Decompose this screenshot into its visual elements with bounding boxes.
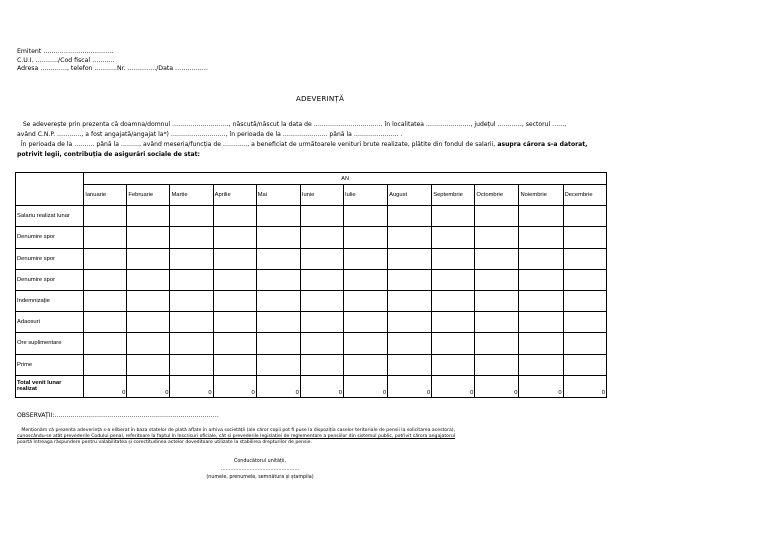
value-cell	[343, 248, 387, 269]
value-cell	[388, 269, 432, 290]
value-cell	[84, 227, 127, 248]
table-row	[16, 227, 607, 248]
value-cell	[563, 206, 606, 227]
value-cell	[519, 333, 563, 354]
value-cell	[343, 206, 387, 227]
value-cell	[170, 290, 213, 311]
row-label: Denumire spor	[16, 227, 84, 248]
value-cell	[519, 354, 563, 375]
fiscal-code-line: C.U.I. ………../Cod fiscal ………..	[17, 56, 115, 64]
total-value: 0	[432, 375, 475, 397]
month-header: Martie	[170, 185, 213, 206]
total-value: 0	[213, 375, 256, 397]
value-cell	[475, 206, 519, 227]
month-header: Septembrie	[432, 185, 475, 206]
value-cell	[519, 269, 563, 290]
value-cell	[563, 312, 606, 333]
total-value: 0	[170, 375, 213, 397]
total-value: 0	[388, 375, 432, 397]
value-cell	[213, 206, 256, 227]
value-cell	[343, 312, 387, 333]
issuer-header	[17, 48, 208, 74]
value-cell	[432, 290, 475, 311]
value-cell	[475, 248, 519, 269]
value-cell	[300, 248, 343, 269]
value-cell	[563, 227, 606, 248]
value-cell	[256, 312, 300, 333]
value-cell	[388, 248, 432, 269]
row-label: Indemnizație	[16, 290, 84, 311]
value-cell	[256, 206, 300, 227]
month-header: Noiembrie	[519, 185, 563, 206]
value-cell	[127, 290, 170, 311]
month-header: Ianuarie	[84, 185, 127, 206]
value-cell	[213, 333, 256, 354]
value-cell	[84, 248, 127, 269]
month-header-row	[16, 185, 607, 206]
value-cell	[213, 227, 256, 248]
year-label: AN	[84, 173, 607, 185]
value-cell	[519, 248, 563, 269]
value-cell	[256, 248, 300, 269]
address-line: Adresa …………., telefon ………..Nr. …………../Data …………….	[17, 65, 208, 73]
observations-line: OBSERVAȚII:………………………………………………………………………	[17, 412, 219, 419]
value-cell	[563, 290, 606, 311]
value-cell	[213, 290, 256, 311]
certificate-body	[17, 120, 667, 160]
value-cell	[432, 312, 475, 333]
value-cell	[388, 227, 432, 248]
table-row	[16, 354, 607, 375]
month-header: Iunie	[300, 185, 343, 206]
signature-title: Conducătorul unității,	[234, 459, 286, 464]
value-cell	[84, 206, 127, 227]
value-cell	[127, 269, 170, 290]
total-label: Total venit lunar realizat	[16, 375, 84, 397]
value-cell	[343, 227, 387, 248]
value-cell	[388, 206, 432, 227]
value-cell	[300, 333, 343, 354]
value-cell	[256, 333, 300, 354]
total-value: 0	[343, 375, 387, 397]
value-cell	[343, 290, 387, 311]
value-cell	[84, 290, 127, 311]
table-row	[16, 312, 607, 333]
income-table	[15, 172, 607, 398]
value-cell	[432, 227, 475, 248]
month-header: Aprilie	[213, 185, 256, 206]
signature-dots: ………………………………………….	[220, 467, 300, 472]
value-cell	[84, 333, 127, 354]
table-row	[16, 290, 607, 311]
row-label: Ore suplimentare	[16, 333, 84, 354]
total-value: 0	[519, 375, 563, 397]
corner-cell	[16, 173, 84, 206]
value-cell	[343, 269, 387, 290]
value-cell	[519, 312, 563, 333]
value-cell	[213, 248, 256, 269]
row-label: Adaosuri	[16, 312, 84, 333]
value-cell	[170, 269, 213, 290]
value-cell	[519, 290, 563, 311]
value-cell	[388, 312, 432, 333]
value-cell	[213, 312, 256, 333]
value-cell	[84, 312, 127, 333]
value-cell	[127, 248, 170, 269]
value-cell	[475, 312, 519, 333]
value-cell	[563, 333, 606, 354]
value-cell	[300, 227, 343, 248]
value-cell	[256, 290, 300, 311]
value-cell	[563, 269, 606, 290]
value-cell	[475, 269, 519, 290]
value-cell	[300, 354, 343, 375]
value-cell	[432, 248, 475, 269]
row-label: Prime	[16, 354, 84, 375]
note-line-1: Menționăm că prezenta adeverință s-a eliberat în baza statelor de plată aflate în arhiva societății (ale căror copii pot fi puse la dispoziția caselor teritoriale de pensii la solicitarea acestora),	[21, 428, 456, 433]
value-cell	[170, 227, 213, 248]
issuer-line: Emitent …………………………….	[17, 48, 114, 55]
body-line-3: În perioada de la ………. până la ………, având meseria/funcția de …………, a beneficiat de următoarele venituri brute realizate, plătite din fondul de salarii, asupra cărora s-a datorat,	[20, 141, 588, 148]
value-cell	[475, 354, 519, 375]
value-cell	[475, 227, 519, 248]
value-cell	[343, 333, 387, 354]
legal-note	[17, 428, 617, 446]
document-title: ADEVERINȚĂ	[295, 94, 345, 103]
value-cell	[127, 354, 170, 375]
value-cell	[432, 206, 475, 227]
value-cell	[563, 248, 606, 269]
value-cell	[256, 227, 300, 248]
value-cell	[84, 354, 127, 375]
value-cell	[563, 354, 606, 375]
total-value: 0	[84, 375, 127, 397]
row-label: Denumire spor	[16, 269, 84, 290]
value-cell	[432, 354, 475, 375]
month-header: August	[388, 185, 432, 206]
month-header: Octombrie	[475, 185, 519, 206]
value-cell	[256, 269, 300, 290]
value-cell	[388, 333, 432, 354]
value-cell	[170, 333, 213, 354]
value-cell	[127, 312, 170, 333]
value-cell	[388, 354, 432, 375]
body-line-3-bold: asupra cărora s-a datorat,	[495, 141, 588, 148]
value-cell	[213, 269, 256, 290]
total-value: 0	[300, 375, 343, 397]
value-cell	[170, 206, 213, 227]
total-value: 0	[563, 375, 606, 397]
value-cell	[300, 206, 343, 227]
body-line-4: potrivit legii, contribuția de asigurări sociale de stat:	[17, 151, 200, 158]
value-cell	[256, 354, 300, 375]
total-value: 0	[127, 375, 170, 397]
total-value: 0	[256, 375, 300, 397]
value-cell	[300, 269, 343, 290]
year-header-row	[16, 173, 607, 185]
row-label: Salariu realizat lunar	[16, 206, 84, 227]
month-header: Decembrie	[563, 185, 606, 206]
signature-caption: (numele, prenumele, semnătura și ștampila)	[206, 475, 314, 480]
month-header: Iulie	[343, 185, 387, 206]
value-cell	[127, 206, 170, 227]
value-cell	[213, 354, 256, 375]
value-cell	[475, 333, 519, 354]
value-cell	[388, 290, 432, 311]
value-cell	[519, 206, 563, 227]
value-cell	[432, 269, 475, 290]
total-value: 0	[475, 375, 519, 397]
value-cell	[432, 333, 475, 354]
value-cell	[519, 227, 563, 248]
value-cell	[127, 227, 170, 248]
value-cell	[170, 312, 213, 333]
month-header: Februarie	[127, 185, 170, 206]
note-line-3: poartă întreaga răspundere pentru valabilitatea și corectitudinea actelor doveditoare utilizate la stabilirea drepturilor de pensie.	[17, 440, 312, 445]
value-cell	[127, 333, 170, 354]
table-row	[16, 206, 607, 227]
value-cell	[300, 312, 343, 333]
table-row	[16, 333, 607, 354]
value-cell	[300, 290, 343, 311]
month-header: Mai	[256, 185, 300, 206]
body-line-2: având C.N.P. …………, a fost angajată/angajat la*) ………………………, în perioada de la …………………. până la …………………. .	[17, 131, 403, 138]
table-row	[16, 269, 607, 290]
table-row	[16, 248, 607, 269]
value-cell	[170, 248, 213, 269]
row-label: Denumire spor	[16, 248, 84, 269]
value-cell	[84, 269, 127, 290]
body-line-1: Se adeverește prin prezenta că doamna/domnul ………………………., născută/născut la data de ……………………………. în localitatea …………………., județul …………, sectorul ……,	[22, 121, 567, 128]
note-line-2: cunoscându-se atât prevederile Codului penal, referitoare la faptul în înscrisuri oficiale, cât și prevederile legislației de reglementare a pensiilor din sistemul public, potrivit cărora angajatorul	[17, 434, 456, 439]
value-cell	[475, 290, 519, 311]
total-row	[16, 375, 607, 397]
value-cell	[170, 354, 213, 375]
value-cell	[343, 354, 387, 375]
